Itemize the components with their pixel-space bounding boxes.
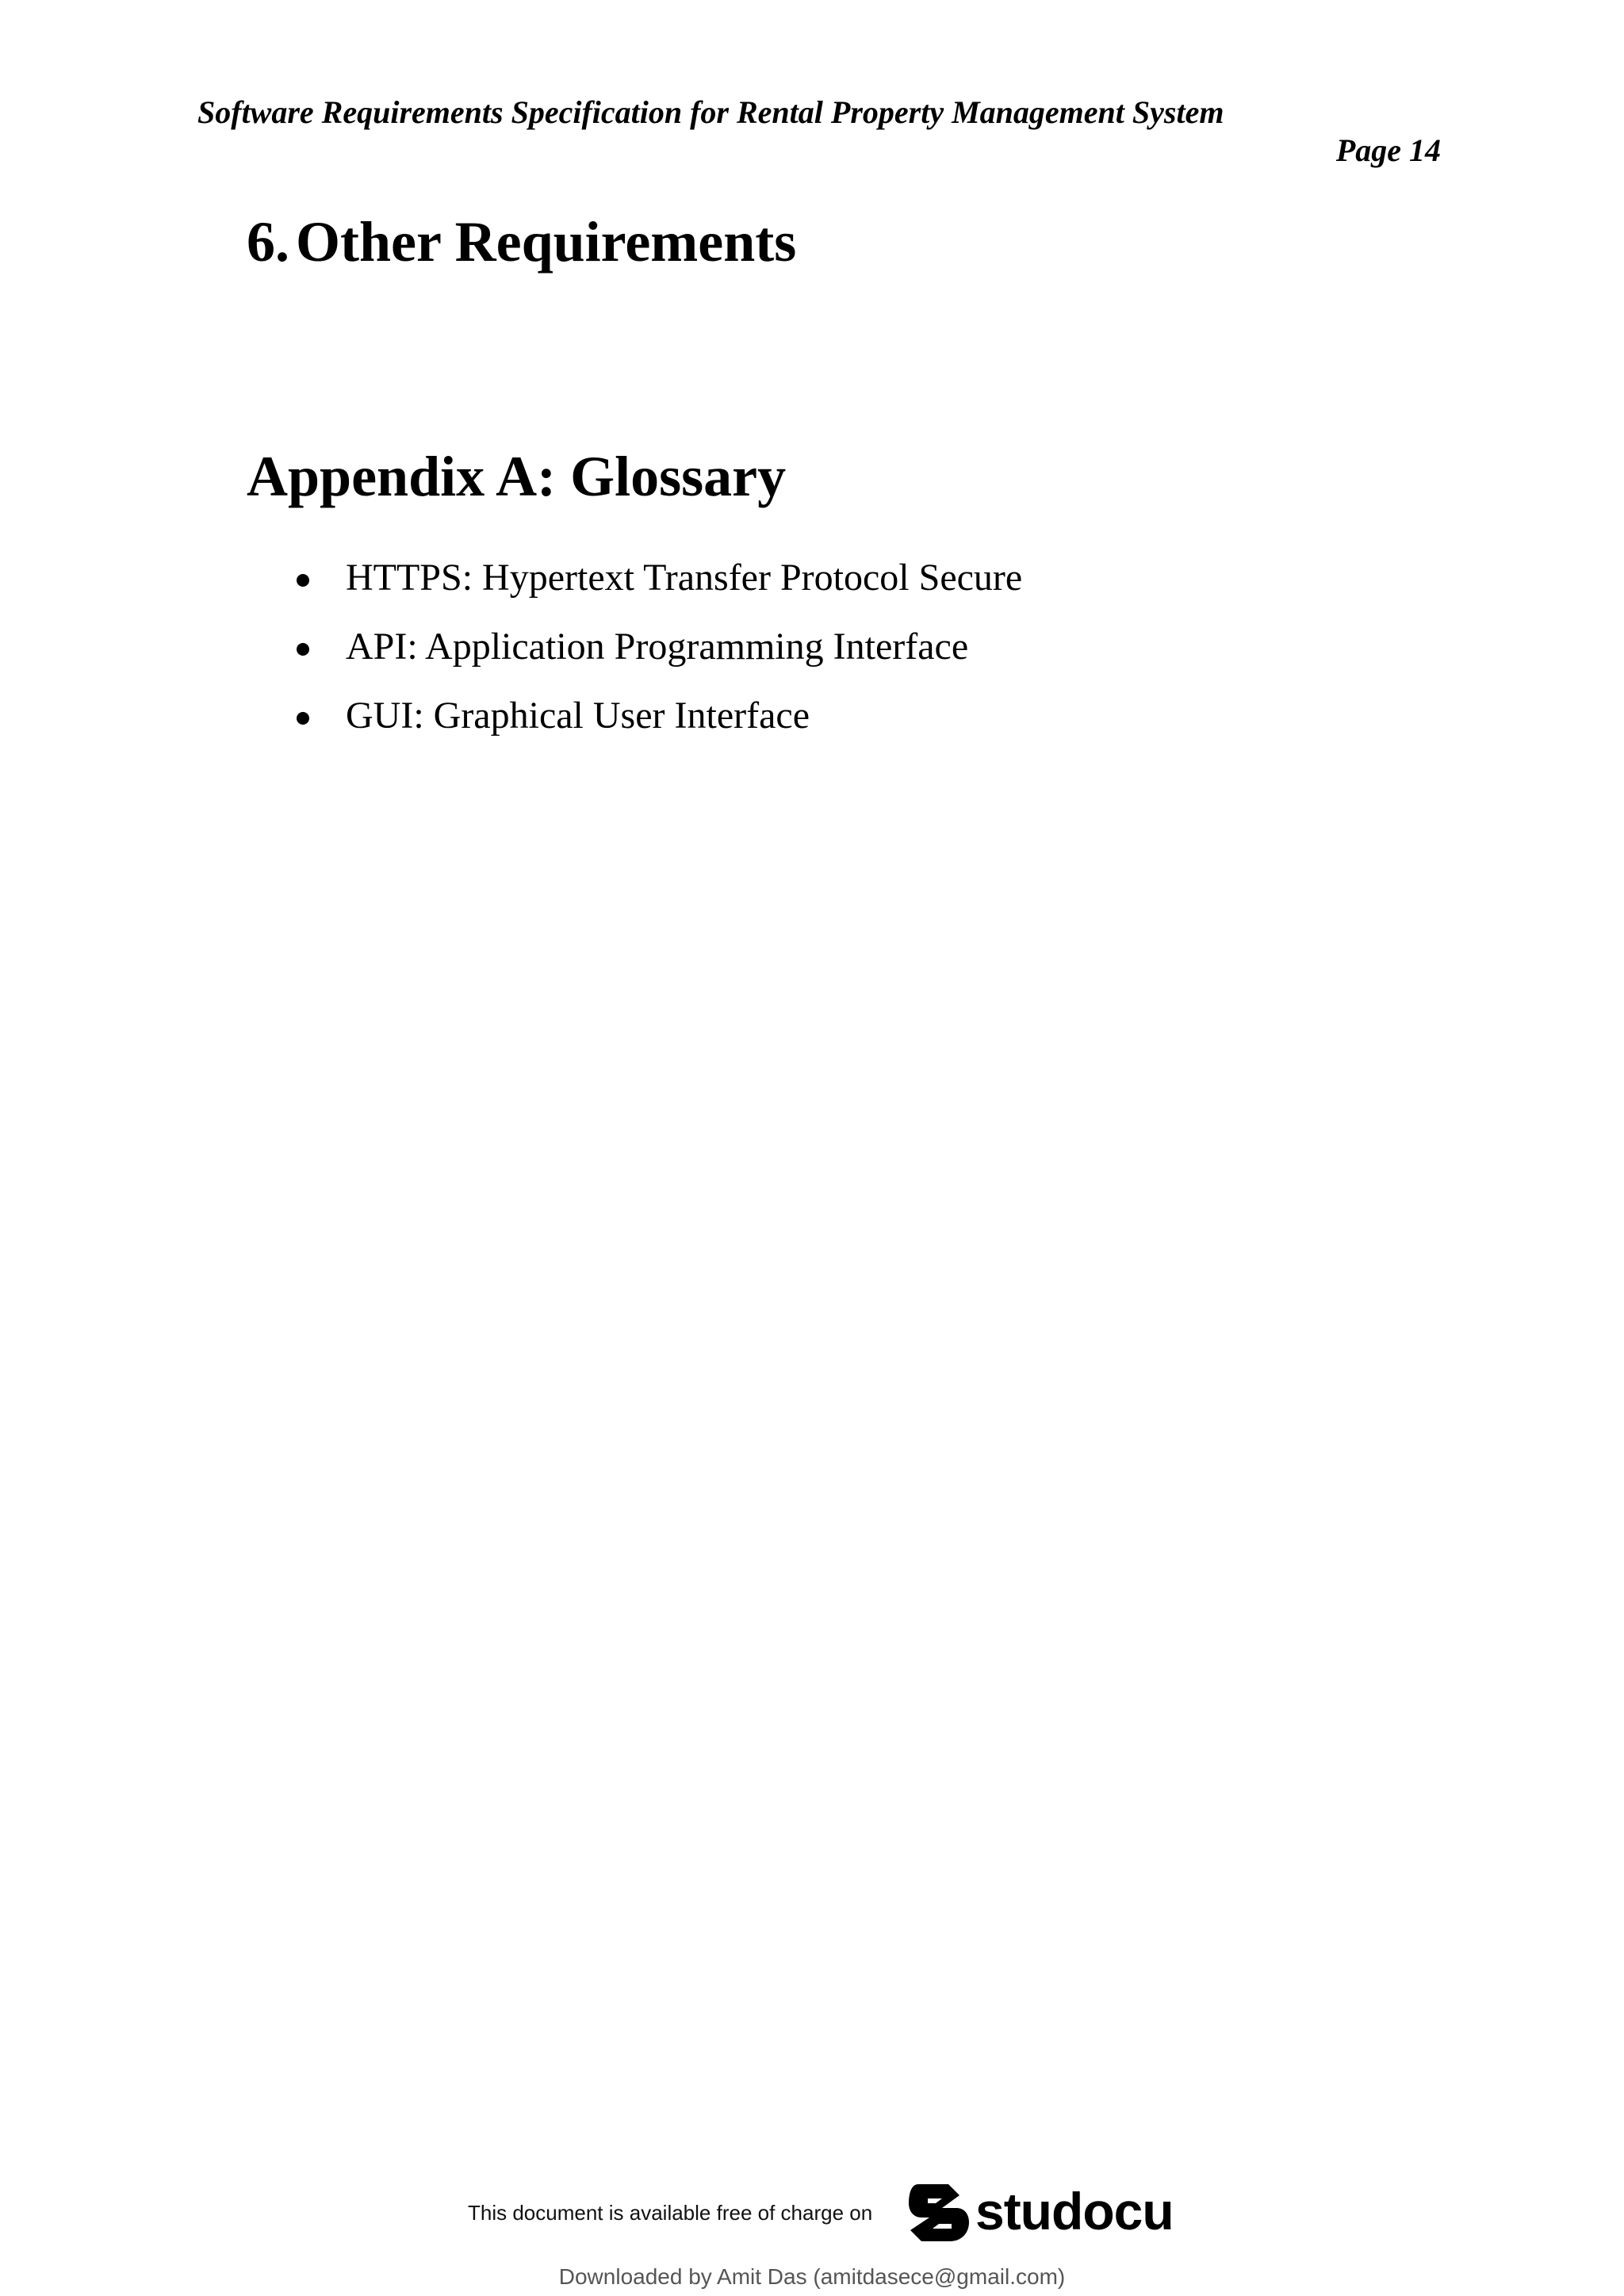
glossary-item — [247, 555, 1022, 624]
bullet-icon — [297, 643, 309, 656]
glossary-list — [247, 555, 1022, 762]
running-header — [197, 94, 1441, 181]
section-heading — [247, 208, 796, 276]
section-title: Other Requirements — [296, 210, 797, 274]
footer-promo[interactable] — [468, 2176, 1182, 2248]
glossary-item-text: API: Application Programming Interface — [346, 626, 969, 668]
brand-name: studocu — [975, 2182, 1174, 2241]
document-title: Software Requirements Specification for Rental Property Management System — [197, 94, 1224, 130]
section-number: 6. — [247, 210, 289, 274]
availability-text: This document is available free of charge on — [468, 2201, 873, 2225]
glossary-item — [247, 624, 1022, 693]
download-note: Downloaded by Amit Das (amitdasece@gmail.com) — [558, 2264, 1066, 2289]
studocu-logo-icon — [904, 2176, 975, 2248]
glossary-item-text: GUI: Graphical User Interface — [346, 695, 810, 737]
bullet-icon — [297, 574, 309, 587]
page-number: Page 14 — [1335, 132, 1441, 168]
glossary-item-text: HTTPS: Hypertext Transfer Protocol Secure — [346, 557, 1023, 599]
appendix-heading: Appendix A: Glossary — [247, 445, 787, 508]
glossary-item — [247, 693, 1022, 762]
bullet-icon — [297, 712, 309, 725]
